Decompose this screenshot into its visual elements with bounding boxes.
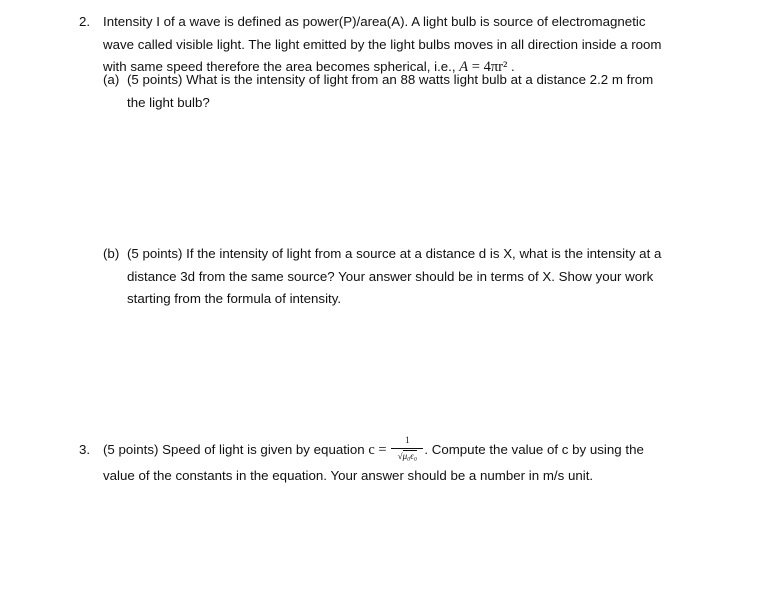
area-formula-lhs: A [459, 59, 469, 75]
question-3-text-after: . Compute the value of c by using the [424, 442, 644, 457]
question-3-text-before: (5 points) Speed of light is given by equation [103, 442, 369, 457]
question-2-intro-line-1: Intensity I of a wave is defined as power(P)/area(A). A light bulb is source of electromagnetic [103, 14, 646, 29]
area-formula-end: . [507, 59, 515, 74]
sqrt-icon: √ [397, 451, 403, 462]
question-2 [79, 11, 739, 311]
fraction-denominator [391, 449, 423, 463]
question-2a-label: (a) [103, 72, 120, 87]
question-2b-line-2: distance 3d from the same source? Your answer should be in terms of X. Show your work [127, 268, 654, 284]
question-3-line-2: value of the constants in the equation. Your answer should be a number in m/s unit. [103, 468, 594, 483]
question-2a-line-2: the light bulb? [127, 94, 210, 110]
speed-equation-fraction [391, 435, 423, 465]
question-2b-label: (b) [103, 246, 120, 261]
question-2a-line-1: (5 points) What is the intensity of light from an 88 watts light bulb at a distance 2.2 m from [127, 72, 654, 87]
speed-equation-lhs: c = [368, 442, 387, 458]
question-2b-line-3: starting from the formula of intensity. [127, 291, 342, 306]
question-3 [79, 435, 739, 495]
fraction-numerator: 1 [405, 435, 410, 446]
question-2-number: 2. [79, 14, 91, 29]
question-3-number: 3. [79, 442, 91, 457]
question-2-intro-line-3-text: with same speed therefore the area becomes spherical, i.e., [103, 59, 460, 74]
fraction-denominator-value: μ₀ϵ₀ [402, 451, 417, 462]
area-formula-rhs: 4πr² [483, 59, 508, 75]
question-3-line-1 [103, 435, 644, 465]
question-2b-line-1: (5 points) If the intensity of light from a source at a distance d is X, what is the intensity at a [127, 246, 662, 261]
question-2-intro-line-2: wave called visible light. The light emitted by the light bulbs moves in all direction inside a room [103, 36, 662, 52]
area-formula-equals: = [468, 59, 484, 75]
